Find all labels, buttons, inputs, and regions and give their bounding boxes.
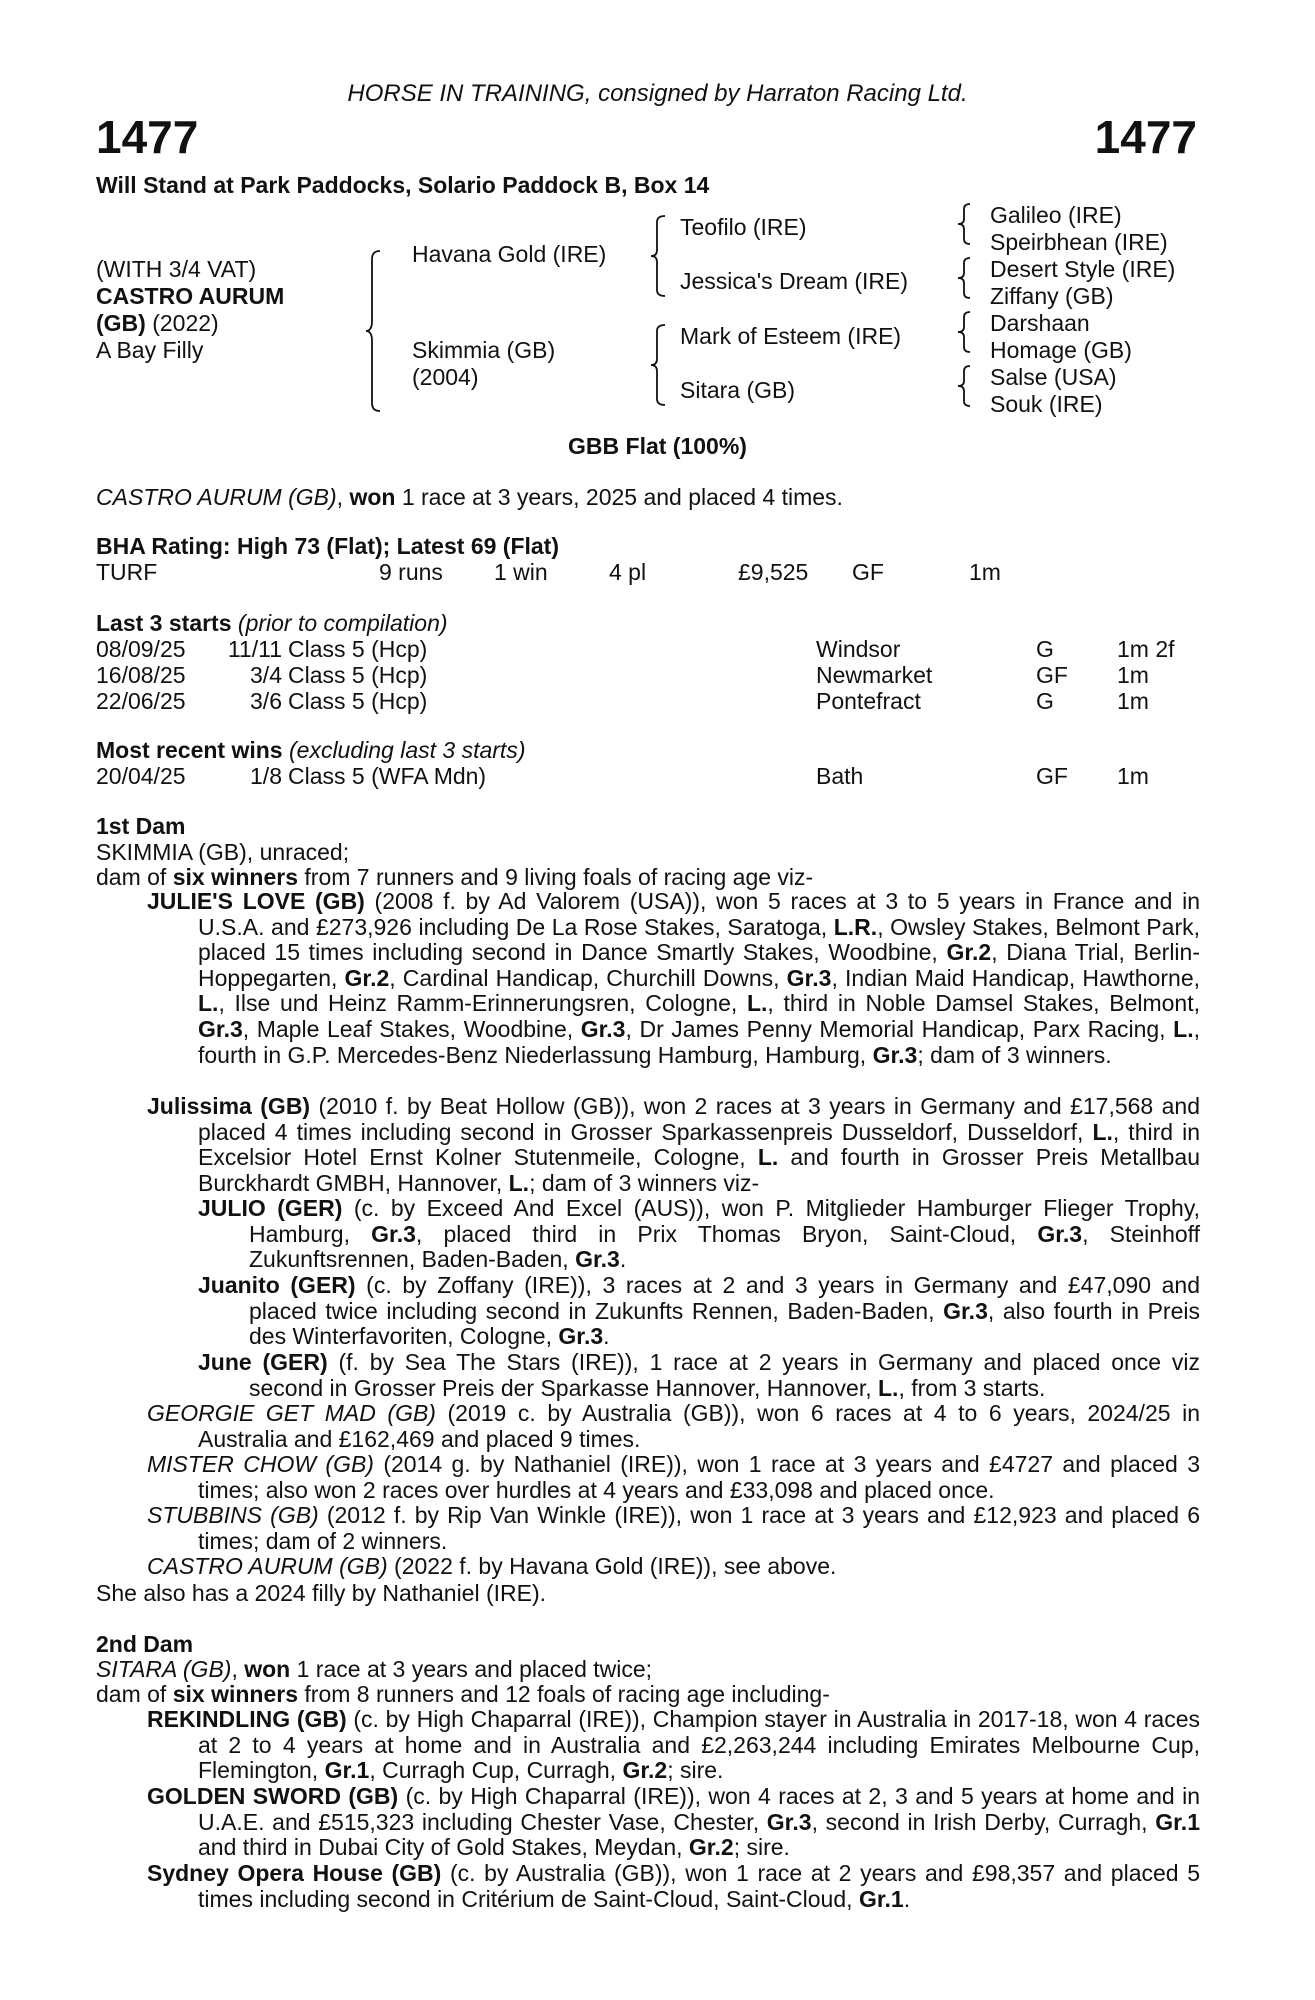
sire-sire: Teofilo (IRE) <box>680 214 807 240</box>
bha-rating: BHA Rating: High 73 (Flat); Latest 69 (Flat) <box>96 533 559 559</box>
first-dam-line2: dam of six winners from 7 runners and 9 living foals of racing age viz- <box>96 864 814 890</box>
lot-number-left: 1477 <box>96 111 199 163</box>
pedigree-brace-g78 <box>958 366 974 406</box>
lot-number-right: 1477 <box>1094 111 1197 163</box>
produce-julio: JULIO (GER) (c. by Exceed And Excel (AUS)), won P. Mitglieder Hamburger Flieger Trophy, Hamburg, Gr.3, placed third in Prix Thomas Bryon, Saint-Cloud, Gr.3, Steinhoff Zukunftsrennen, Baden-Baden, Gr.3. <box>198 1195 1201 1273</box>
turf-record <box>96 559 1236 585</box>
pedigree-brace-main <box>366 251 386 411</box>
g3-homage: Homage (GB) <box>990 337 1132 363</box>
g3-souk: Souk (IRE) <box>990 391 1103 417</box>
produce-rekindling: REKINDLING (GB) (c. by High Chaparral (IRE)), Champion stayer in Australia in 2017-18, won 4 races at 2 to 4 years at home and in Australia and £2,263,244 including Emirates Melbourne Cup, Flemington, Gr.1, Curragh Cup, Curragh, Gr.2; sire. <box>147 1706 1200 1784</box>
pedigree-brace-g34 <box>958 258 974 298</box>
sire: Havana Gold (IRE) <box>412 241 607 267</box>
g3-desert-style: Desert Style (IRE) <box>990 256 1176 282</box>
horse-name: CASTRO AURUM <box>96 283 285 309</box>
sire-dam: Jessica's Dream (IRE) <box>680 268 909 294</box>
turf-surface: TURF <box>96 559 158 585</box>
produce-castro-aurum: CASTRO AURUM (GB) (2022 f. by Havana Gold (IRE)), see above. <box>147 1553 837 1579</box>
pedigree-brace-sire <box>651 216 671 296</box>
turf-distance: 1m <box>969 559 1001 585</box>
dam-sire: Mark of Esteem (IRE) <box>680 323 902 349</box>
turf-placed: 4 pl <box>609 559 647 585</box>
table-row: 20/04/25 1/8 Class 5 (WFA Mdn) Bath GF 1m <box>96 763 1149 789</box>
pedigree-brace-dam <box>651 325 671 405</box>
turf-going: GF <box>852 559 884 585</box>
horse-identity <box>96 256 284 364</box>
dam-dam: Sitara (GB) <box>680 377 796 403</box>
g3-galileo: Galileo (IRE) <box>990 202 1122 228</box>
produce-sydney-opera-house: Sydney Opera House (GB) (c. by Australia (GB)), won 1 race at 2 years and £98,357 and placed 5 times including second in Critérium de Saint-Cloud, Saint-Cloud, Gr.1. <box>147 1860 1200 1912</box>
dam-year: (2004) <box>412 364 479 390</box>
produce-june: June (GER) (f. by Sea The Stars (IRE)), 1 race at 2 years in Germany and placed once viz second in Grosser Preis der Sparkasse Hannover, Hannover, L., from 3 starts. <box>198 1349 1201 1401</box>
produce-julies-love: JULIE'S LOVE (GB) (2008 f. by Ad Valorem (USA)), won 5 races at 3 to 5 years in France and in U.S.A. and £273,926 including De La Rose Stakes, Saratoga, L.R., Owsley Stakes, Belmont Park, placed 15 times including second in Dance Smartly Stakes, Woodbine, Gr.2, Diana Trial, Berlin-Hoppegarten, Gr.2, Cardinal Handicap, Churchill Downs, Gr.3, Indian Maid Handicap, Hawthorne, L., Ilse und Heinz Ramm-Erinnerungsren, Cologne, L., third in Noble Damsel Stakes, Belmont, Gr.3, Maple Leaf Stakes, Woodbine, Gr.3, Dr James Penny Memorial Handicap, Parx Racing, L., fourth in G.P. Mercedes-Benz Niederlassung Hamburg, Hamburg, Gr.3; dam of 3 winners. <box>147 888 1201 1068</box>
produce-julissima: Julissima (GB) (2010 f. by Beat Hollow (GB)), won 2 races at 3 years in Germany and £17,568 and placed 4 times including second in Grosser Sparkassenpreis Dusseldorf, Dusseldorf, L., third in Excelsior Hotel Ernst Kolner Stutenmeile, Cologne, L. and fourth in Grosser Preis Metallbau Burckhardt GMBH, Hannover, L.; dam of 3 winners viz- <box>147 1093 1201 1196</box>
pedigree-brace-g56 <box>958 312 974 352</box>
table-row: 08/09/25 11/11 Class 5 (Hcp) Windsor G 1m 2f <box>96 636 1175 662</box>
recent-wins-title: Most recent wins (excluding last 3 starts) <box>96 737 526 763</box>
g3-ziffany: Ziffany (GB) <box>990 283 1114 309</box>
second-dam-line2: dam of six winners from 8 runners and 12 foals of racing age including- <box>96 1681 830 1707</box>
second-dam-title: 2nd Dam <box>96 1631 194 1657</box>
last3-title: Last 3 starts (prior to compilation) <box>96 610 448 636</box>
race-summary: CASTRO AURUM (GB), won 1 race at 3 years, 2025 and placed 4 times. <box>96 484 843 510</box>
g3-darshaan: Darshaan <box>990 310 1090 336</box>
stabling-location: Will Stand at Park Paddocks, Solario Paddock B, Box 14 <box>96 172 710 198</box>
produce-juanito: Juanito (GER) (c. by Zoffany (IRE)), 3 races at 2 and 3 years in Germany and £47,090 and placed twice including second in Zukunfts Rennen, Baden-Baden, Gr.3, also fourth in Preis des Winterfavoriten, Cologne, Gr.3. <box>198 1272 1200 1350</box>
table-row: 22/06/25 3/6 Class 5 (Hcp) Pontefract G 1m <box>96 688 1149 714</box>
vat-note: (WITH 3/4 VAT) <box>96 256 257 282</box>
g3-salse: Salse (USA) <box>990 364 1117 390</box>
second-dam-line1: SITARA (GB), won 1 race at 3 years and placed twice; <box>96 1656 653 1682</box>
horse-description: A Bay Filly <box>96 337 204 363</box>
produce-golden-sword: GOLDEN SWORD (GB) (c. by High Chaparral (IRE)), won 4 races at 2, 3 and 5 years at home and in U.A.E. and £515,323 including Chester Vase, Chester, Gr.3, second in Irish Derby, Curragh, Gr.1 and third in Dubai City of Gold Stakes, Meydan, Gr.2; sire. <box>147 1783 1200 1861</box>
turf-wins: 1 win <box>494 559 548 585</box>
horse-country-year: (GB) (2022) <box>96 310 219 336</box>
gbb-flat-label: GBB Flat (100%) <box>568 433 747 459</box>
produce-stubbins: STUBBINS (GB) (2012 f. by Rip Van Winkle (IRE)), won 1 race at 3 years and £12,923 and placed 6 times; dam of 2 winners. <box>147 1502 1200 1554</box>
produce-mister-chow: MISTER CHOW (GB) (2014 g. by Nathaniel (IRE)), won 1 race at 3 years and £4727 and placed 3 times; also won 2 races over hurdles at 4 years and £33,098 and placed once. <box>147 1451 1200 1503</box>
turf-prize: £9,525 <box>738 559 809 585</box>
pedigree-brace-g12 <box>958 204 974 244</box>
dam: Skimmia (GB) <box>412 337 556 363</box>
table-row: 16/08/25 3/4 Class 5 (Hcp) Newmarket GF 1m <box>96 662 1149 688</box>
catalogue-subtitle: HORSE IN TRAINING, consigned by Harraton Racing Ltd. <box>347 80 968 107</box>
first-dam-title: 1st Dam <box>96 813 186 839</box>
produce-georgie-get-mad: GEORGIE GET MAD (GB) (2019 c. by Australia (GB)), won 6 races at 4 to 6 years, 2024/25 in Australia and £162,469 and placed 9 times. <box>147 1400 1200 1452</box>
also-has-note: She also has a 2024 filly by Nathaniel (IRE). <box>96 1580 547 1606</box>
first-dam-line1: SKIMMIA (GB), unraced; <box>96 839 350 865</box>
g3-speirbhean: Speirbhean (IRE) <box>990 229 1168 255</box>
turf-runs: 9 runs <box>379 559 443 585</box>
